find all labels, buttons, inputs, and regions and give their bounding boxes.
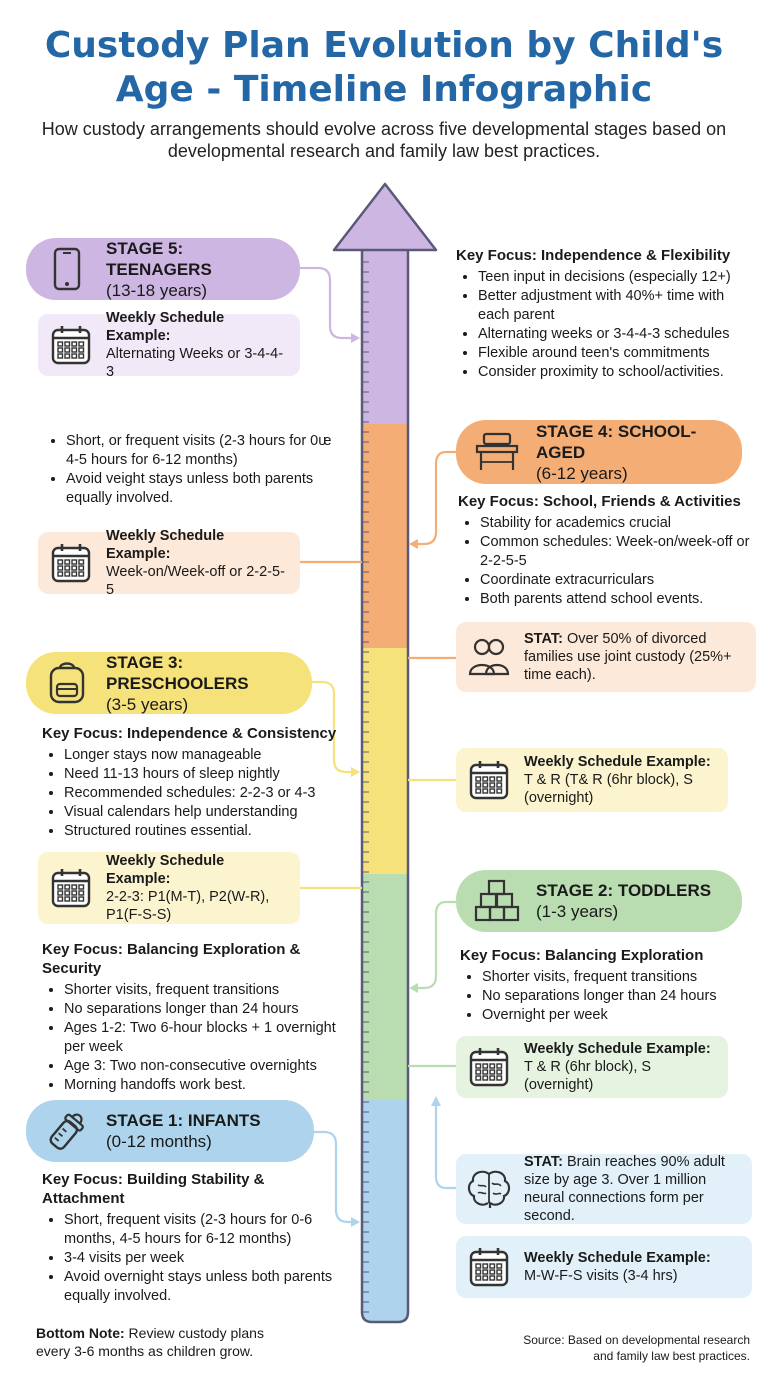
smartphone-icon: [42, 244, 92, 294]
stage4-stray-notes: [44, 432, 336, 508]
focus-item: • Short, or frequent visits (2-3 hours for 0ᵫ 4-5 hours for 6-12 months): [66, 432, 336, 470]
stage2-age: (1-3 years): [536, 902, 619, 921]
timeline-segment-stage2: [362, 874, 408, 1100]
stage4-header: [456, 420, 742, 484]
focus-item: • Structured routines essential.: [64, 822, 338, 841]
baby-bottle-icon: [42, 1106, 92, 1156]
connector-stage5-arrowhead: [351, 333, 360, 343]
focus-item: • Need 11-13 hours of sleep nightly: [64, 765, 338, 784]
stage5-title: STAGE 5: TEENAGERS: [106, 238, 212, 279]
calendar-icon: [48, 865, 94, 911]
focus-item: • Flexible around teen's commitments: [478, 344, 756, 363]
connector-stage4: [418, 452, 456, 544]
stage1-title: STAGE 1: INFANTS: [106, 1111, 261, 1130]
calendar-icon: [466, 757, 512, 803]
focus-item: • Shorter visits, frequent transitions: [64, 981, 342, 1000]
stage3-title: STAGE 3: PRESCHOOLERS: [106, 652, 249, 693]
bottom-note-label: Bottom Note:: [36, 1325, 125, 1341]
source-note: Source: Based on developmental research and family law best practices.: [523, 1333, 750, 1363]
focus-item: • Short, frequent visits (2-3 hours for 0-6 months, 4-5 hours for 6-12 months): [64, 1211, 342, 1249]
schedule-value: T & R (6hr block), S (overnight): [524, 1059, 652, 1093]
stage3-header: [26, 652, 312, 714]
connector-stage3-arrowhead: [351, 767, 360, 777]
stage4-focus: [458, 492, 758, 609]
connector-stage1-stat-arrowhead: [431, 1096, 441, 1106]
connector-stage2-arrowhead: [409, 983, 418, 993]
connector-stage5: [300, 268, 352, 338]
stage3-schedule-card: [38, 852, 300, 924]
stage3-focus: [42, 724, 338, 841]
stage1-header: [26, 1100, 314, 1162]
schedule-label: Weekly Schedule Example:: [524, 1041, 711, 1057]
brain-icon: [466, 1166, 512, 1212]
focus-title: Key Focus: Balancing Exploration: [460, 947, 704, 964]
schedule-label: Weekly Schedule Example:: [106, 310, 225, 344]
focus-item: • Recommended schedules: 2-2-3 or 4-3: [64, 784, 338, 803]
calendar-icon: [466, 1044, 512, 1090]
stage2-schedule-card: [456, 1036, 728, 1098]
stage1-age: (0-12 months): [106, 1132, 212, 1151]
stage2-title: STAGE 2: TODDLERS: [536, 881, 712, 900]
focus-item: • Ages 1-2: Two 6-hour blocks + 1 overnight per week: [64, 1019, 342, 1057]
focus-item: • Age 3: Two non-consecutive overnights: [64, 1057, 342, 1076]
timeline-base: [362, 1300, 408, 1322]
stage1-focus: [42, 1170, 342, 1306]
schedule-value: Alternating Weeks or 3-4-4-3: [106, 346, 284, 380]
stage5-header: [26, 238, 300, 300]
stage4-age: (6-12 years): [536, 463, 628, 483]
stage2-header: [456, 870, 742, 932]
stat-text: Over 50% of divorced families use joint custody (25%+ time each).: [524, 631, 732, 683]
focus-item: • Shorter visits, frequent transitions: [482, 968, 756, 987]
focus-item: • 3-4 visits per week: [64, 1249, 342, 1268]
schedule-label: Weekly Schedule Example:: [524, 1250, 711, 1266]
connector-stage4-arrowhead: [409, 539, 418, 549]
focus-item: • Alternating weeks or 3-4-4-3 schedules: [478, 325, 756, 344]
stage5-schedule-card: [38, 310, 300, 380]
schedule-value: 2-2-3: P1(M-T), P2(W-R), P1(F-S-S): [106, 889, 270, 923]
page-title: Custody Plan Evolution by Child's Age - Timeline Infographic: [44, 25, 724, 110]
focus-item: • Visual calendars help understanding: [64, 803, 338, 822]
schedule-value: M-W-F-S visits (3-4 hrs): [524, 1268, 678, 1284]
stage5-focus: [456, 246, 756, 382]
stat-text: Brain reaches 90% adult size by age 3. Over 1 million neural connections form per second.: [524, 1154, 725, 1224]
calendar-icon: [48, 322, 94, 368]
focus-item: • Longer stays now manageable: [64, 746, 338, 765]
focus-item: • Teen input in decisions (especially 12+): [478, 268, 756, 287]
schedule-value: T & R (T& R (6hr block), S (overnight): [524, 772, 693, 806]
people-icon: [466, 634, 512, 680]
connector-stage2: [418, 902, 456, 988]
calendar-icon: [48, 540, 94, 586]
stage3-right-schedule-card: [456, 748, 728, 812]
timeline-segment-stage5: [362, 250, 408, 424]
stage3-age: (3-5 years): [106, 694, 189, 714]
focus-item: • Overnight per week: [482, 1006, 756, 1025]
schedule-label: Weekly Schedule Example:: [524, 754, 711, 770]
calendar-icon: [466, 1244, 512, 1290]
focus-item: • Better adjustment with 40%+ time with each parent: [478, 287, 756, 325]
focus-title: Key Focus: Independence & Flexibility: [456, 247, 731, 264]
connector-stage1-stat: [436, 1106, 456, 1188]
focus-item: • Consider proximity to school/activities.: [478, 363, 756, 382]
schedule-label: Weekly Schedule Example:: [106, 528, 225, 562]
schedule-value: Week-on/Week-off or 2-2-5-5: [106, 564, 285, 598]
schedule-label: Weekly Schedule Example:: [106, 853, 225, 887]
focus-title: Key Focus: School, Friends & Activities: [458, 493, 741, 510]
arrow-head: [334, 184, 436, 250]
blocks-icon: [472, 876, 522, 926]
focus-title: Key Focus: Independence & Consistency: [42, 725, 337, 742]
focus-item: • Morning handoffs work best.: [64, 1076, 342, 1095]
page-subtitle: How custody arrangements should evolve across five developmental stages based on developmental research and family law best practices.: [41, 119, 727, 161]
focus-item: • Coordinate extracurriculars: [480, 571, 758, 590]
focus-item: • Stability for academics crucial: [480, 514, 758, 533]
focus-title: Key Focus: Balancing Exploration & Security: [42, 941, 301, 977]
stage1-schedule-card: [456, 1236, 752, 1298]
stage4-schedule-card: [38, 528, 300, 598]
bottom-note-text: Review custody plans every 3-6 months as children grow.: [36, 1325, 264, 1359]
backpack-icon: [42, 658, 92, 708]
focus-title: Key Focus: Building Stability & Attachment: [42, 1171, 265, 1207]
stat-label: STAT:: [524, 631, 563, 647]
connector-stage1-arrowhead: [351, 1217, 360, 1227]
focus-item: • Avoid veight stays unless both parents equally involved.: [66, 470, 336, 508]
stat-label: STAT:: [524, 1154, 563, 1170]
focus-item: • No separations longer than 24 hours: [64, 1000, 342, 1019]
stage2-focus: [460, 946, 756, 1025]
stage5-age: (13-18 years): [106, 280, 208, 300]
timeline-segment-stage4: [362, 424, 408, 648]
school-desk-icon: [472, 427, 522, 477]
focus-item: • Both parents attend school events.: [480, 590, 758, 609]
bottom-note: [36, 1324, 296, 1360]
stage4-title: STAGE 4: SCHOOL-AGED: [536, 421, 697, 462]
focus-item: • Common schedules: Week-on/week-off or 2-2-5-5: [480, 533, 758, 571]
focus-item: • No separations longer than 24 hours: [482, 987, 756, 1006]
stage2-left-focus: [42, 940, 342, 1095]
stage1-stat-card: [456, 1154, 752, 1224]
focus-item: • Avoid overnight stays unless both parents equally involved.: [64, 1268, 342, 1306]
stage4-stat-card: [456, 622, 756, 692]
